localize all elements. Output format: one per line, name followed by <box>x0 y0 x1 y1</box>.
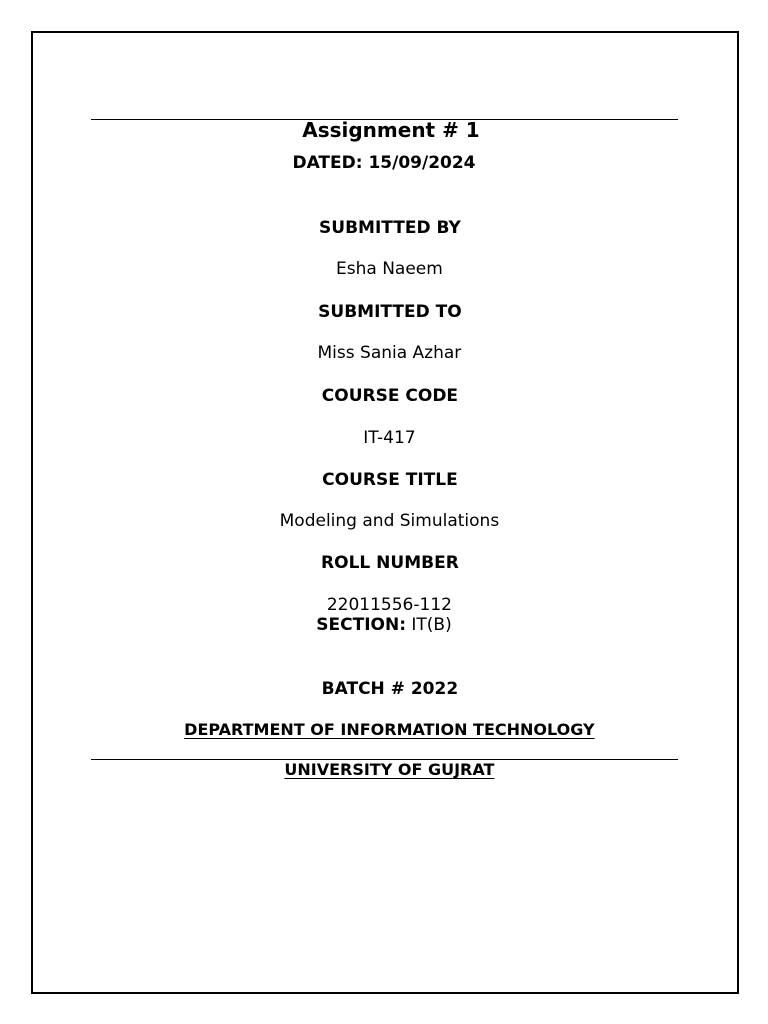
submitted-to-label: SUBMITTED TO <box>318 302 462 322</box>
roll-number-value-line <box>0 572 768 616</box>
section-value: IT(B) <box>411 615 452 635</box>
course-title-heading <box>0 447 768 491</box>
submitted-by-value: Esha Naeem <box>336 259 443 279</box>
submitted-by-label: SUBMITTED BY <box>319 218 461 238</box>
dated-line <box>0 152 768 174</box>
section-label: SECTION: <box>316 615 406 635</box>
batch-label: BATCH # 2022 <box>321 679 459 699</box>
document-title-text: Assignment # 1 <box>302 118 480 142</box>
top-rule <box>91 119 678 120</box>
course-code-label: COURSE CODE <box>321 386 459 406</box>
course-code-heading <box>0 363 768 407</box>
course-title-value: Modeling and Simulations <box>279 511 500 531</box>
course-code-value-line <box>0 405 768 449</box>
submitted-to-value-line <box>0 320 768 364</box>
department-line <box>0 697 768 741</box>
dated-value: 15/09/2024 <box>368 153 476 173</box>
submitted-to-value: Miss Sania Azhar <box>317 343 462 363</box>
submitted-by-value-line <box>0 236 768 280</box>
bottom-rule <box>91 759 678 760</box>
university-name: UNIVERSITY OF GUJRAT <box>284 760 495 779</box>
course-title-label: COURSE TITLE <box>322 470 458 490</box>
dated-label: DATED: <box>292 153 363 173</box>
roll-number-label: ROLL NUMBER <box>321 553 459 573</box>
roll-number-heading <box>0 530 768 574</box>
section-line <box>0 614 768 636</box>
roll-number-value: 22011556-112 <box>326 595 452 615</box>
document-title <box>0 91 768 143</box>
department-name: DEPARTMENT OF INFORMATION TECHNOLOGY <box>184 720 595 739</box>
course-title-value-line <box>0 488 768 532</box>
batch-line <box>0 656 768 700</box>
course-code-value: IT-417 <box>363 428 416 448</box>
submitted-to-heading <box>0 279 768 323</box>
submitted-by-heading <box>0 195 768 239</box>
